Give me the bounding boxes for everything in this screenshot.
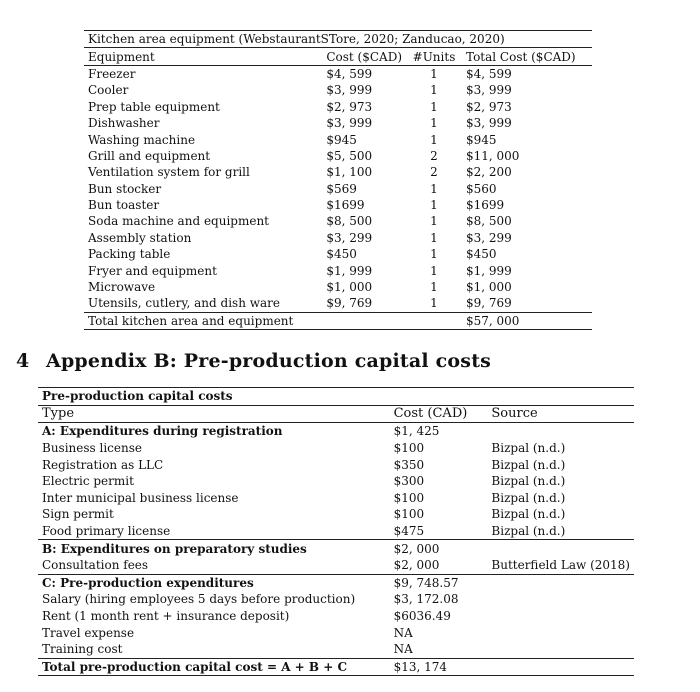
type-cell: Inter municipal business license: [42, 490, 239, 505]
section-cost: $2, 000: [390, 540, 488, 557]
header-source: Source: [487, 405, 634, 423]
units-cell: 1: [430, 181, 438, 196]
cost-cell: $100: [393, 507, 425, 522]
equipment-cell: Utensils, cutlery, and dish ware: [88, 296, 281, 311]
cost-cell: $3, 299: [326, 230, 373, 245]
cost-cell: $6036.49: [393, 609, 451, 624]
table-row: [38, 506, 634, 523]
source-cell: Bizpal (n.d.): [491, 457, 566, 472]
equipment-cell: Freezer: [88, 66, 136, 81]
table-row: [38, 624, 634, 641]
cost-cell: $8, 500: [326, 214, 373, 229]
section-cost: $1, 425: [393, 424, 440, 439]
source-cell: Bizpal (n.d.): [491, 524, 566, 539]
equipment-cell: Grill and equipment: [88, 148, 211, 163]
total-cell: $2, 973: [466, 99, 512, 114]
preprod-total-label: Total pre-production capital cost = A + B + C: [38, 658, 390, 676]
table-row: [84, 295, 592, 312]
table-row: [84, 246, 592, 262]
total-cell: $3, 999: [466, 116, 512, 131]
table-row: [38, 641, 634, 658]
total-cell: $8, 500: [466, 214, 512, 229]
kitchen-total-row: [84, 312, 592, 329]
header-cost: Cost ($CAD): [322, 48, 406, 65]
cost-cell: $1, 000: [326, 280, 373, 295]
equipment-cell: Dishwasher: [88, 116, 160, 131]
table-row: [38, 608, 634, 625]
cost-cell: $1, 999: [326, 263, 373, 278]
table-row: [84, 131, 592, 147]
source-cell: [487, 591, 634, 608]
type-cell: Registration as LLC: [42, 457, 164, 472]
total-cell: $3, 999: [466, 83, 512, 98]
cost-cell: NA: [393, 625, 413, 640]
cost-cell: $5, 500: [326, 148, 373, 163]
table-row: [84, 279, 592, 295]
kitchen-table-header: [84, 48, 592, 65]
source-cell: Bizpal (n.d.): [491, 490, 566, 505]
kitchen-total-value: $57, 000: [462, 312, 592, 329]
appendix-title: Appendix B: Pre-production capital costs: [46, 350, 492, 372]
header-total: Total Cost ($CAD): [462, 48, 592, 65]
type-cell: Rent (1 month rent + insurance deposit): [42, 609, 290, 624]
equipment-cell: Ventilation system for grill: [88, 165, 250, 180]
kitchen-table-caption: Kitchen area equipment (WebstaurantSTore, 2020; Zanducao, 2020): [84, 31, 592, 48]
table-row: [84, 262, 592, 278]
units-cell: 1: [430, 66, 438, 81]
header-cost: Cost (CAD): [390, 405, 488, 423]
table-row: [38, 490, 634, 507]
total-cell: $4, 599: [466, 66, 512, 81]
units-cell: 1: [430, 296, 438, 311]
section-label: A: Expenditures during registration: [42, 424, 283, 439]
table-row: [84, 115, 592, 131]
section-label: B: Expenditures on preparatory studies: [38, 540, 390, 557]
units-cell: 1: [430, 280, 438, 295]
cost-cell: $3, 999: [326, 83, 373, 98]
section-row: [38, 540, 634, 557]
units-cell: 2: [430, 165, 438, 180]
cost-cell: $4, 599: [326, 66, 373, 81]
table-row: [84, 181, 592, 197]
cost-cell: $3, 172.08: [393, 592, 459, 607]
cost-cell: $475: [393, 524, 425, 539]
equipment-cell: Microwave: [88, 280, 156, 295]
units-cell: 1: [430, 99, 438, 114]
cost-cell: $2, 973: [326, 99, 373, 114]
table-row: [84, 230, 592, 246]
equipment-cell: Prep table equipment: [88, 99, 220, 114]
table-row: [84, 213, 592, 229]
table-row: [84, 148, 592, 164]
table-row: [38, 523, 634, 540]
cost-cell: NA: [393, 642, 413, 657]
type-cell: Travel expense: [42, 625, 135, 640]
total-cell: $945: [466, 132, 497, 147]
equipment-cell: Bun stocker: [88, 181, 162, 196]
cost-cell: $450: [326, 247, 357, 262]
cost-cell: $9, 769: [326, 296, 373, 311]
header-equipment: Equipment: [84, 48, 322, 65]
total-cell: $1, 000: [466, 280, 512, 295]
total-cell: $450: [466, 247, 497, 262]
table-row: [84, 65, 592, 82]
equipment-cell: Packing table: [88, 247, 171, 262]
type-cell: Salary (hiring employees 5 days before production): [42, 592, 356, 607]
section-row: [38, 574, 634, 591]
type-cell: Electric permit: [42, 474, 134, 489]
total-cell: $2, 200: [466, 165, 512, 180]
kitchen-equipment-table: [84, 30, 592, 330]
source-cell: Butterfield Law (2018): [491, 558, 630, 573]
units-cell: 1: [430, 198, 438, 213]
units-cell: 1: [430, 263, 438, 278]
appendix-heading: [16, 350, 491, 372]
cost-cell: $945: [326, 132, 357, 147]
equipment-cell: Washing machine: [88, 132, 196, 147]
table-row: [84, 164, 592, 180]
units-cell: 2: [430, 148, 438, 163]
type-cell: Sign permit: [42, 507, 114, 522]
source-cell: Bizpal (n.d.): [491, 474, 566, 489]
total-cell: $1, 999: [466, 263, 512, 278]
units-cell: 1: [430, 132, 438, 147]
preprod-total-value: $13, 174: [390, 658, 488, 676]
total-cell: $1699: [466, 198, 505, 213]
source-cell: Bizpal (n.d.): [491, 507, 566, 522]
type-cell: Business license: [42, 441, 142, 456]
section-cost: $9, 748.57: [390, 574, 488, 591]
preprod-table-header: [38, 405, 634, 423]
type-cell: Food primary license: [42, 524, 171, 539]
table-row: [84, 99, 592, 115]
cost-cell: $100: [393, 490, 425, 505]
kitchen-total-label: Total kitchen area and equipment: [84, 312, 462, 329]
total-cell: $11, 000: [466, 148, 520, 163]
units-cell: 1: [430, 230, 438, 245]
units-cell: 1: [430, 214, 438, 229]
section-label: C: Pre-production expenditures: [38, 574, 390, 591]
total-cell: $3, 299: [466, 230, 512, 245]
preprod-total-row: [38, 658, 634, 676]
section-row: [38, 423, 634, 440]
preprod-table-caption: Pre-production capital costs: [38, 388, 634, 406]
table-row: [38, 557, 634, 574]
source-cell: [487, 608, 634, 625]
units-cell: 1: [430, 116, 438, 131]
table-row: [38, 456, 634, 473]
table-row: [38, 591, 634, 608]
preproduction-cost-table: [38, 387, 634, 676]
source-cell: Bizpal (n.d.): [491, 441, 566, 456]
type-cell: Consultation fees: [42, 558, 149, 573]
source-cell: [487, 624, 634, 641]
cost-cell: $300: [393, 474, 425, 489]
source-cell: [487, 641, 634, 658]
header-type: Type: [38, 405, 390, 423]
equipment-cell: Assembly station: [88, 230, 192, 245]
units-cell: 1: [430, 83, 438, 98]
cost-cell: $1, 100: [326, 165, 373, 180]
equipment-cell: Cooler: [88, 83, 129, 98]
total-cell: $560: [466, 181, 497, 196]
cost-cell: $350: [393, 457, 425, 472]
cost-cell: $3, 999: [326, 116, 373, 131]
equipment-cell: Bun toaster: [88, 198, 160, 213]
equipment-cell: Fryer and equipment: [88, 263, 217, 278]
table-row: [84, 82, 592, 98]
header-units: #Units: [406, 48, 462, 65]
cost-cell: $100: [393, 441, 425, 456]
table-row: [38, 473, 634, 490]
total-cell: $9, 769: [466, 296, 512, 311]
type-cell: Training cost: [42, 642, 123, 657]
table-row: [38, 440, 634, 457]
cost-cell: $2, 000: [393, 558, 440, 573]
equipment-cell: Soda machine and equipment: [88, 214, 270, 229]
table-row: [84, 197, 592, 213]
cost-cell: $569: [326, 181, 357, 196]
units-cell: 1: [430, 247, 438, 262]
appendix-number: 4: [16, 350, 30, 372]
cost-cell: $1699: [326, 198, 365, 213]
